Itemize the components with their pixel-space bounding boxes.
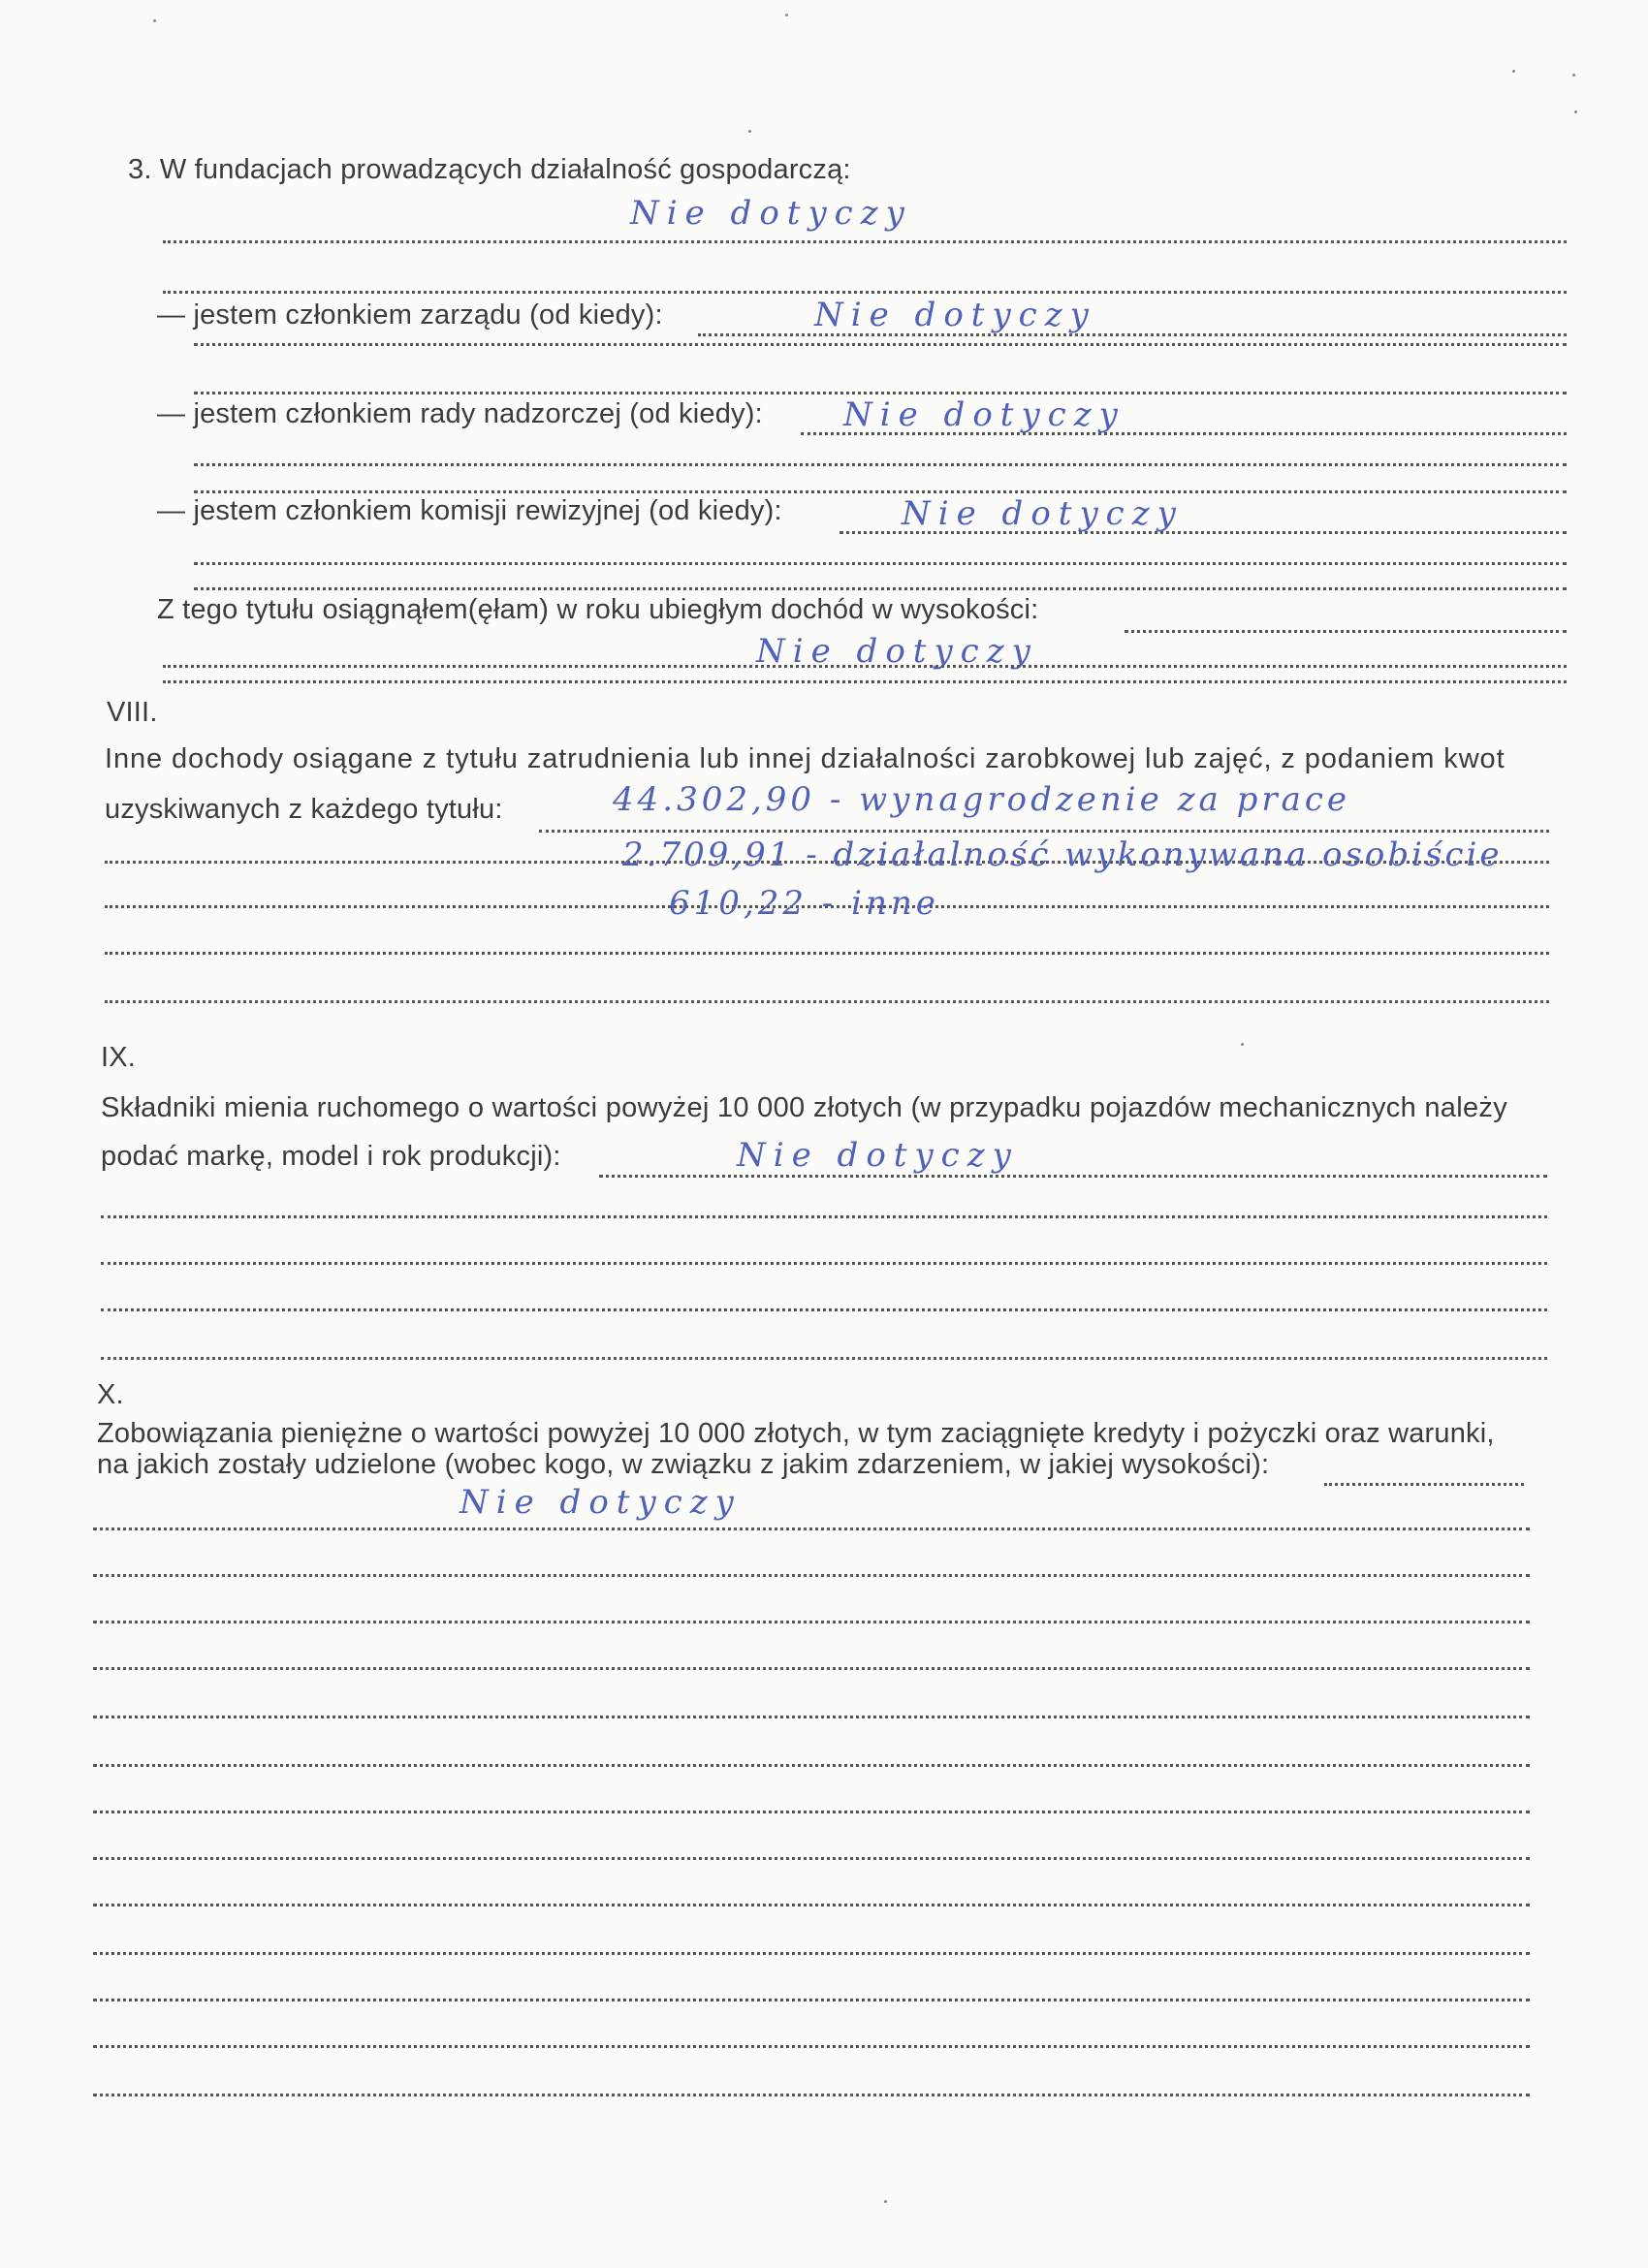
scan-speck [1512,70,1515,73]
dotted-line [194,463,1567,466]
dotted-line [194,343,1567,346]
dotted-line [93,1716,1530,1718]
dotted-line [93,2094,1530,2096]
dotted-line [93,1904,1530,1906]
income-entry-other: 610,22 - inne [669,884,939,923]
audit-committee-label: — jestem członkiem komisji rewizyjnej (od kiedy): [157,495,782,526]
dotted-line [93,2045,1530,2048]
audit-committee-answer: Nie dotyczy [902,494,1184,533]
section-x-text-line2: na jakich zostały udzielone (wobec kogo, w związku z jakim zdarzeniem, w jakiej wysokości): [97,1449,1270,1480]
dotted-line [1125,630,1567,633]
movable-property-answer: Nie dotyczy [737,1136,1019,1175]
dotted-line [93,1667,1530,1670]
section-viii-text-line1: Inne dochody osiągane z tytułu zatrudnienia lub innej działalności zarobkowej lub zajęć, z podaniem kwot [105,743,1505,774]
dotted-line [194,490,1567,493]
supervisory-board-answer: Nie dotyczy [843,395,1125,434]
liabilities-answer: Nie dotyczy [460,1483,742,1522]
section-x-number: X. [97,1379,124,1410]
section-ix-text-line2: podać markę, model i rok produkcji): [101,1141,561,1172]
scan-speck [1572,74,1575,77]
dotted-line [93,1574,1530,1577]
scan-speck [748,130,751,133]
dotted-line [101,1308,1547,1311]
dotted-line [93,1528,1530,1530]
dotted-line [101,1262,1547,1265]
section-ix-text-line1: Składniki mienia ruchomego o wartości powyżej 10 000 złotych (w przypadku pojazdów mechanicznych należy [101,1092,1507,1123]
board-member-answer: Nie dotyczy [814,296,1096,334]
dotted-line [539,830,1549,833]
income-entry-business: 2.709,91 - działalność wykonywana osobiście [622,835,1503,874]
dotted-line [93,1952,1530,1955]
dotted-line [93,1811,1530,1813]
income-entry-salary: 44.302,90 - wynagrodzenie za prace [613,780,1351,819]
scan-speck [153,19,156,22]
dotted-line [163,680,1567,683]
dotted-line [93,1857,1530,1860]
dotted-line [101,1215,1547,1218]
section-viii-text-line2: uzyskiwanych z każdego tytułu: [105,794,503,825]
foundations-answer: Nie dotyczy [630,194,912,233]
dotted-line [93,1999,1530,2001]
dotted-line [163,665,1567,668]
income-label: Z tego tytułu osiągnąłem(ęłam) w roku ubiegłym dochód w wysokości: [157,594,1039,625]
supervisory-board-label: — jestem członkiem rady nadzorczej (od kiedy): [157,398,763,429]
dotted-line [93,1764,1530,1767]
section-viii-number: VIII. [107,697,158,728]
dotted-line [599,1175,1547,1178]
section-x-text-line1: Zobowiązania pieniężne o wartości powyżej 10 000 złotych, w tym zaciągnięte kredyty i pożyczki oraz warunki, [97,1418,1495,1449]
dotted-line [194,392,1567,394]
dotted-line [1324,1483,1524,1486]
dotted-line [105,1000,1549,1003]
foundations-heading: 3. W fundacjach prowadzących działalność gospodarczą: [128,154,851,185]
dotted-line [194,562,1567,565]
dotted-line [163,240,1567,243]
board-member-label: — jestem członkiem zarządu (od kiedy): [157,299,663,331]
section-ix-number: IX. [101,1042,137,1073]
dotted-line [194,587,1567,590]
income-answer: Nie dotyczy [756,632,1038,671]
dotted-line [93,1621,1530,1623]
dotted-line [163,291,1567,294]
scan-speck [785,14,788,16]
scan-speck [1241,1043,1244,1046]
scan-speck [1574,110,1577,113]
scan-speck [884,2200,887,2203]
dotted-line [101,1357,1547,1360]
dotted-line [105,952,1549,955]
